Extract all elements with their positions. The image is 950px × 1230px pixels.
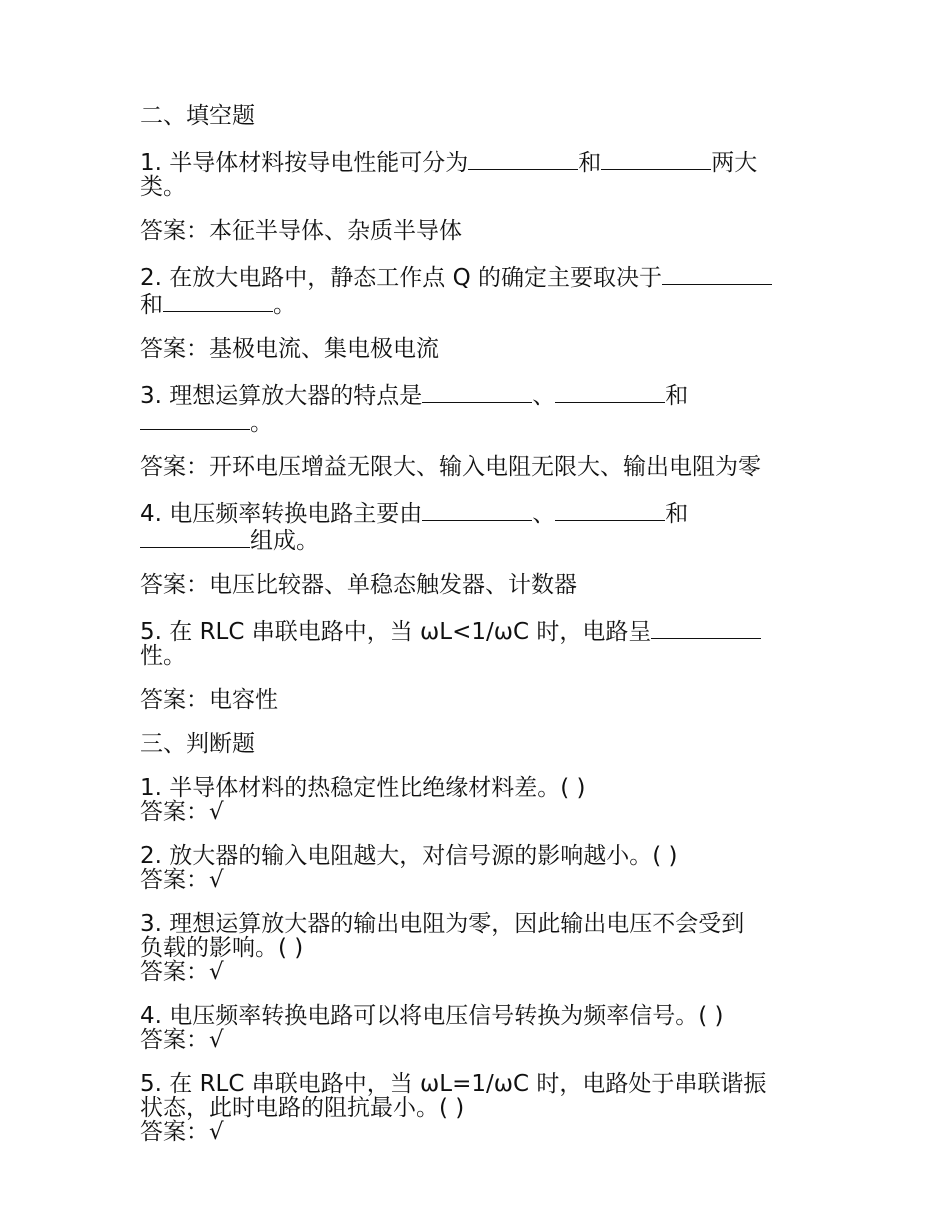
answer-text: 答案：基极电流、集电极电流 bbox=[140, 336, 439, 362]
question-judge-3 bbox=[140, 912, 820, 984]
answer-text: 答案：电容性 bbox=[140, 687, 278, 713]
question-fill-1 bbox=[140, 148, 820, 199]
question-judge-2 bbox=[140, 844, 820, 892]
question-text: 性。 bbox=[140, 643, 186, 669]
document-page bbox=[140, 104, 820, 1144]
question-text: 5. 在 RLC 串联电路中，当 ωL<1/ωC 时，电路呈 bbox=[140, 619, 652, 645]
question-text: 状态，此时电路的阻抗最小。( ) bbox=[140, 1095, 465, 1121]
question-text: 1. 半导体材料按导电性能可分为 bbox=[140, 150, 469, 176]
question-text: 负载的影响。( ) bbox=[140, 935, 304, 961]
question-text: 类。 bbox=[140, 174, 186, 200]
answer-text: 答案：开环电压增益无限大、输入电阻无限大、输出电阻为零 bbox=[140, 454, 761, 480]
answer-blank bbox=[140, 526, 250, 548]
answer-blank bbox=[468, 148, 578, 170]
answer-text: 答案：本征半导体、杂质半导体 bbox=[140, 218, 462, 244]
question-text: 4. 电压频率转换电路可以将电压信号转换为频率信号。( ) bbox=[140, 1003, 724, 1029]
answer-blank bbox=[422, 499, 532, 521]
question-text: 。 bbox=[273, 292, 296, 318]
answer-blank bbox=[422, 381, 532, 403]
question-text: 4. 电压频率转换电路主要由 bbox=[140, 501, 423, 527]
question-text: 组成。 bbox=[250, 528, 319, 554]
answer-text: 答案：电压比较器、单稳态触发器、计数器 bbox=[140, 572, 577, 598]
question-judge-1 bbox=[140, 776, 820, 824]
question-text: 2. 在放大电路中，静态工作点 Q 的确定主要取决于 bbox=[140, 265, 662, 291]
answer-text: 答案：√ bbox=[140, 1027, 224, 1053]
question-text: 1. 半导体材料的热稳定性比绝缘材料差。( ) bbox=[140, 775, 586, 801]
question-text: 3. 理想运算放大器的输出电阻为零，因此输出电压不会受到 bbox=[140, 911, 745, 937]
answer-blank bbox=[555, 381, 665, 403]
answer-text: 答案：√ bbox=[140, 959, 224, 985]
answer-blank bbox=[555, 499, 665, 521]
section-heading-fill-in: 二、填空题 bbox=[140, 103, 255, 129]
question-fill-4 bbox=[140, 499, 820, 553]
question-text: 3. 理想运算放大器的特点是 bbox=[140, 383, 423, 409]
answer-text: 答案：√ bbox=[140, 1119, 224, 1145]
question-text: 和 bbox=[665, 501, 689, 527]
answer-blank bbox=[601, 148, 711, 170]
question-text: 和 bbox=[578, 150, 602, 176]
question-judge-5 bbox=[140, 1072, 820, 1144]
answer-blank bbox=[651, 617, 761, 639]
answer-blank bbox=[140, 408, 250, 430]
answer-text: 答案：√ bbox=[140, 867, 224, 893]
answer-blank bbox=[662, 263, 772, 285]
answer-text: 答案：√ bbox=[140, 799, 224, 825]
answer-blank bbox=[163, 290, 273, 312]
question-text: 和 bbox=[665, 383, 689, 409]
question-fill-3 bbox=[140, 381, 820, 435]
question-text: 5. 在 RLC 串联电路中，当 ωL=1/ωC 时，电路处于串联谐振 bbox=[140, 1071, 767, 1097]
question-judge-4 bbox=[140, 1004, 820, 1052]
question-text: 和 bbox=[140, 292, 163, 318]
question-text: 、 bbox=[532, 501, 556, 527]
question-text: 两大 bbox=[711, 150, 758, 176]
question-fill-2 bbox=[140, 263, 820, 317]
question-text: 2. 放大器的输入电阻越大，对信号源的影响越小。( ) bbox=[140, 843, 678, 869]
section-heading-true-false: 三、判断题 bbox=[140, 731, 255, 757]
question-text: 。 bbox=[250, 410, 273, 436]
question-text: 、 bbox=[532, 383, 556, 409]
question-fill-5 bbox=[140, 617, 820, 668]
